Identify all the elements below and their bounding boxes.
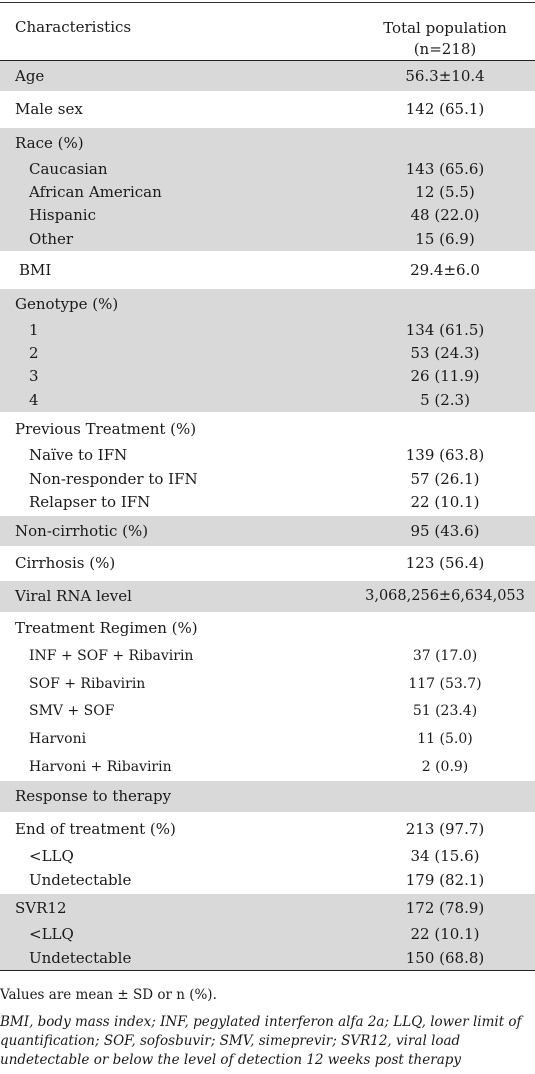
row-value <box>355 288 535 319</box>
table-row <box>0 204 535 227</box>
row-value: 134 (61.5) <box>355 319 535 342</box>
row-label: Harvoni <box>29 730 87 747</box>
table-row <box>0 92 535 127</box>
row-value: 2 (0.9) <box>421 758 469 775</box>
row-value: 15 (6.9) <box>355 227 535 252</box>
row-label: 3 <box>0 365 355 388</box>
row-value: 56.3±10.4 <box>355 61 535 92</box>
table-row <box>0 698 535 725</box>
row-label: 4 <box>0 388 355 413</box>
row-label: <LLQ <box>0 923 355 946</box>
header-total-line2: (n=218) <box>413 40 477 58</box>
row-value: 37 (17.0) <box>412 648 478 664</box>
row-label: 2 <box>0 342 355 365</box>
row-label: Response to therapy <box>0 781 355 813</box>
row-value: 34 (15.6) <box>410 847 480 865</box>
table-row <box>0 288 535 319</box>
row-label: Treatment Regimen (%) <box>0 613 355 643</box>
row-value: 51 (23.4) <box>412 703 478 719</box>
table-header <box>0 4 535 61</box>
row-value: 5 (2.3) <box>355 388 535 413</box>
row-label: Harvoni + Ribavirin <box>29 758 172 775</box>
footnote-abbreviations: BMI, body mass index; INF, pegylated interferon alfa 2a; LLQ, lower limit of quantification; SOF, sofosbuvir; SMV, simeprevir; SVR12, viral load undetectable or below the level of detection 12 weeks post therapy <box>0 1014 522 1068</box>
row-label: Race (%) <box>0 127 355 158</box>
row-label: African American <box>0 181 355 204</box>
row-label: Hispanic <box>0 204 355 227</box>
table-row <box>0 813 535 845</box>
row-value <box>355 613 535 643</box>
row-value: 53 (24.3) <box>355 342 535 365</box>
row-label: Previous Treatment (%) <box>0 413 355 444</box>
row-label: Genotype (%) <box>0 288 355 319</box>
row-label: 1 <box>0 319 355 342</box>
row-label: Other <box>0 227 355 252</box>
row-label: Caucasian <box>0 158 355 181</box>
table-row <box>0 893 535 923</box>
header-characteristics: Characteristics <box>0 4 355 61</box>
table-row <box>0 181 535 204</box>
row-value: 117 (53.7) <box>408 675 482 692</box>
characteristics-table <box>0 4 535 971</box>
table-row <box>0 670 535 698</box>
row-value: 213 (97.7) <box>355 813 535 845</box>
table-row <box>0 868 535 893</box>
row-label: SMV + SOF <box>29 703 115 719</box>
top-rule <box>0 2 535 3</box>
header-total-line1: Total population <box>383 19 507 37</box>
row-value: 172 (78.9) <box>355 893 535 923</box>
table-row <box>0 158 535 181</box>
table-row <box>0 467 535 491</box>
table-row <box>0 725 535 753</box>
row-value: 48 (22.0) <box>355 204 535 227</box>
row-value: 150 (68.8) <box>355 946 535 971</box>
row-value: 3,068,256±6,634,053 <box>355 580 535 613</box>
row-value: 12 (5.5) <box>355 181 535 204</box>
row-label: Age <box>0 61 355 92</box>
header-total-population <box>355 4 535 61</box>
table-row <box>0 127 535 158</box>
row-label: INF + SOF + Ribavirin <box>29 648 194 664</box>
table-row <box>0 923 535 946</box>
row-value <box>355 127 535 158</box>
row-label: SOF + Ribavirin <box>29 675 146 692</box>
row-value: 29.4±6.0 <box>355 252 535 288</box>
table-row <box>0 319 535 342</box>
row-label: SVR12 <box>0 893 355 923</box>
table-row <box>0 845 535 868</box>
table-row <box>0 643 535 670</box>
row-value: 142 (65.1) <box>355 92 535 127</box>
row-label: End of treatment (%) <box>0 813 355 845</box>
row-label: Non-responder to IFN <box>29 469 198 488</box>
table-row <box>0 342 535 365</box>
row-value: 123 (56.4) <box>355 547 535 580</box>
row-label: Male sex <box>0 92 355 127</box>
row-label: <LLQ <box>29 847 74 865</box>
row-value: 57 (26.1) <box>410 469 480 488</box>
table-row <box>0 252 535 288</box>
table-row <box>0 946 535 971</box>
row-label: Undetectable <box>0 946 355 971</box>
footnote-values: Values are mean ± SD or n (%). <box>0 987 217 1003</box>
row-label: Viral RNA level <box>0 580 355 613</box>
row-value <box>355 413 535 444</box>
table-row <box>0 413 535 444</box>
row-value: 139 (63.8) <box>405 446 485 464</box>
row-value: 143 (65.6) <box>355 158 535 181</box>
table-row <box>0 515 535 547</box>
row-label: Cirrhosis (%) <box>0 547 355 580</box>
row-label: Naïve to IFN <box>29 446 128 464</box>
row-value: 22 (10.1) <box>410 493 480 511</box>
table-row <box>0 227 535 252</box>
table-row <box>0 781 535 813</box>
table-row <box>0 753 535 781</box>
row-value <box>355 781 535 813</box>
row-value: 179 (82.1) <box>405 870 485 889</box>
table-row <box>0 61 535 92</box>
row-value: 95 (43.6) <box>355 515 535 547</box>
table-row <box>0 365 535 388</box>
table-row <box>0 491 535 515</box>
table-row <box>0 547 535 580</box>
row-label: Non-cirrhotic (%) <box>0 515 355 547</box>
row-value: 22 (10.1) <box>355 923 535 946</box>
table-row <box>0 580 535 613</box>
row-value: 26 (11.9) <box>355 365 535 388</box>
table-row <box>0 613 535 643</box>
row-label: BMI <box>0 252 355 288</box>
row-value: 11 (5.0) <box>417 730 473 747</box>
table-row <box>0 388 535 413</box>
table-row <box>0 444 535 467</box>
row-label: Undetectable <box>29 870 132 889</box>
row-label: Relapser to IFN <box>29 493 151 511</box>
